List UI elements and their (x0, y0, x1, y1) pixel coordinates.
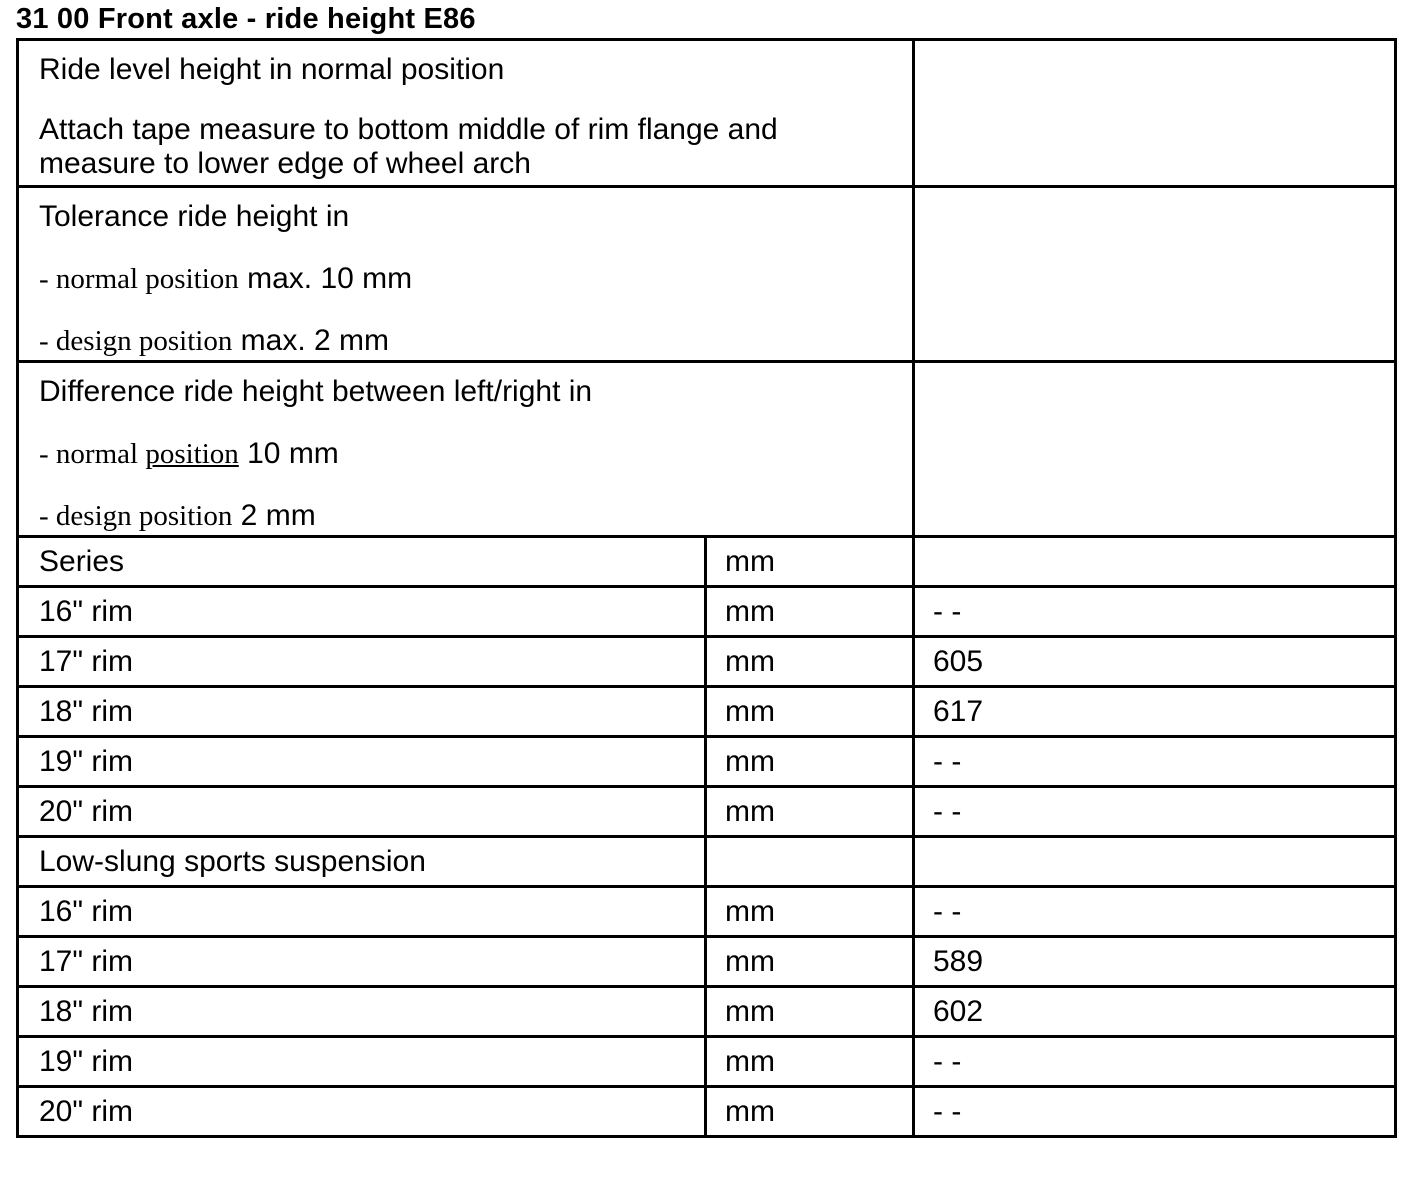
table-row (18, 987, 1396, 1037)
unit-cell: mm (706, 637, 914, 687)
table-row (18, 1037, 1396, 1087)
tolerance-normal-label: - normal position (39, 263, 239, 295)
tolerance-cell (18, 187, 914, 362)
sports-header-row (18, 837, 1396, 887)
difference-value-cell (914, 362, 1396, 537)
value-cell: - - (914, 787, 1396, 837)
instruction-row (18, 40, 1396, 187)
tolerance-value-cell (914, 187, 1396, 362)
sports-value (914, 837, 1396, 887)
rim-label: 17" rim (18, 637, 706, 687)
rim-label: 18" rim (18, 687, 706, 737)
value-cell: - - (914, 887, 1396, 937)
tolerance-design (39, 324, 912, 358)
rim-label: 16" rim (18, 587, 706, 637)
value-cell: - - (914, 737, 1396, 787)
unit-cell: mm (706, 1087, 914, 1137)
tolerance-design-value: max. 2 mm (232, 324, 390, 357)
value-cell: 602 (914, 987, 1396, 1037)
value-cell: - - (914, 1037, 1396, 1087)
unit-cell: mm (706, 787, 914, 837)
unit-cell: mm (706, 887, 914, 937)
series-value (914, 537, 1396, 587)
table-row (18, 937, 1396, 987)
difference-design-label: - design position (39, 500, 233, 532)
difference-heading: Difference ride height between left/right in (39, 375, 593, 408)
page-title: 31 00 Front axle - ride height E86 (16, 3, 476, 35)
value-cell: 589 (914, 937, 1396, 987)
value-cell: - - (914, 1087, 1396, 1137)
table-row (18, 787, 1396, 837)
value-cell: - - (914, 587, 1396, 637)
value-cell: 605 (914, 637, 1396, 687)
rim-label: 17" rim (18, 937, 706, 987)
sports-unit (706, 837, 914, 887)
series-unit: mm (706, 537, 914, 587)
difference-row (18, 362, 1396, 537)
unit-cell: mm (706, 687, 914, 737)
instruction-cell (18, 40, 914, 187)
unit-cell: mm (706, 1037, 914, 1087)
rim-label: 16" rim (18, 887, 706, 937)
series-label: Series (18, 537, 706, 587)
difference-normal-value: 10 mm (238, 437, 339, 470)
table-row (18, 737, 1396, 787)
tolerance-design-label: - design position (39, 325, 233, 357)
table-row (18, 887, 1396, 937)
instruction-text: Attach tape measure to bottom middle of rim flange and measure to lower edge of wheel arch (39, 113, 778, 180)
sports-label: Low-slung sports suspension (18, 837, 706, 887)
rim-label: 18" rim (18, 987, 706, 1037)
unit-cell: mm (706, 987, 914, 1037)
difference-normal (39, 437, 912, 471)
rim-label: 20" rim (18, 1087, 706, 1137)
instruction-heading: Ride level height in normal position (39, 53, 505, 86)
value-cell: 617 (914, 687, 1396, 737)
unit-cell: mm (706, 737, 914, 787)
tolerance-row (18, 187, 1396, 362)
difference-normal-dash: - normal (39, 438, 146, 470)
instruction-value-cell (914, 40, 1396, 187)
table-row (18, 687, 1396, 737)
table-row (18, 587, 1396, 637)
tolerance-heading: Tolerance ride height in (39, 200, 350, 233)
difference-cell (18, 362, 914, 537)
ride-height-table (16, 38, 1397, 1138)
table-row (18, 1087, 1396, 1137)
tolerance-normal (39, 262, 912, 296)
rim-label: 20" rim (18, 787, 706, 837)
difference-normal-word: position (145, 438, 239, 470)
series-header-row (18, 537, 1396, 587)
rim-label: 19" rim (18, 737, 706, 787)
rim-label: 19" rim (18, 1037, 706, 1087)
tolerance-normal-value: max. 10 mm (238, 262, 413, 295)
table-row (18, 637, 1396, 687)
difference-design-value: 2 mm (232, 499, 316, 532)
unit-cell: mm (706, 587, 914, 637)
difference-design (39, 499, 912, 533)
unit-cell: mm (706, 937, 914, 987)
